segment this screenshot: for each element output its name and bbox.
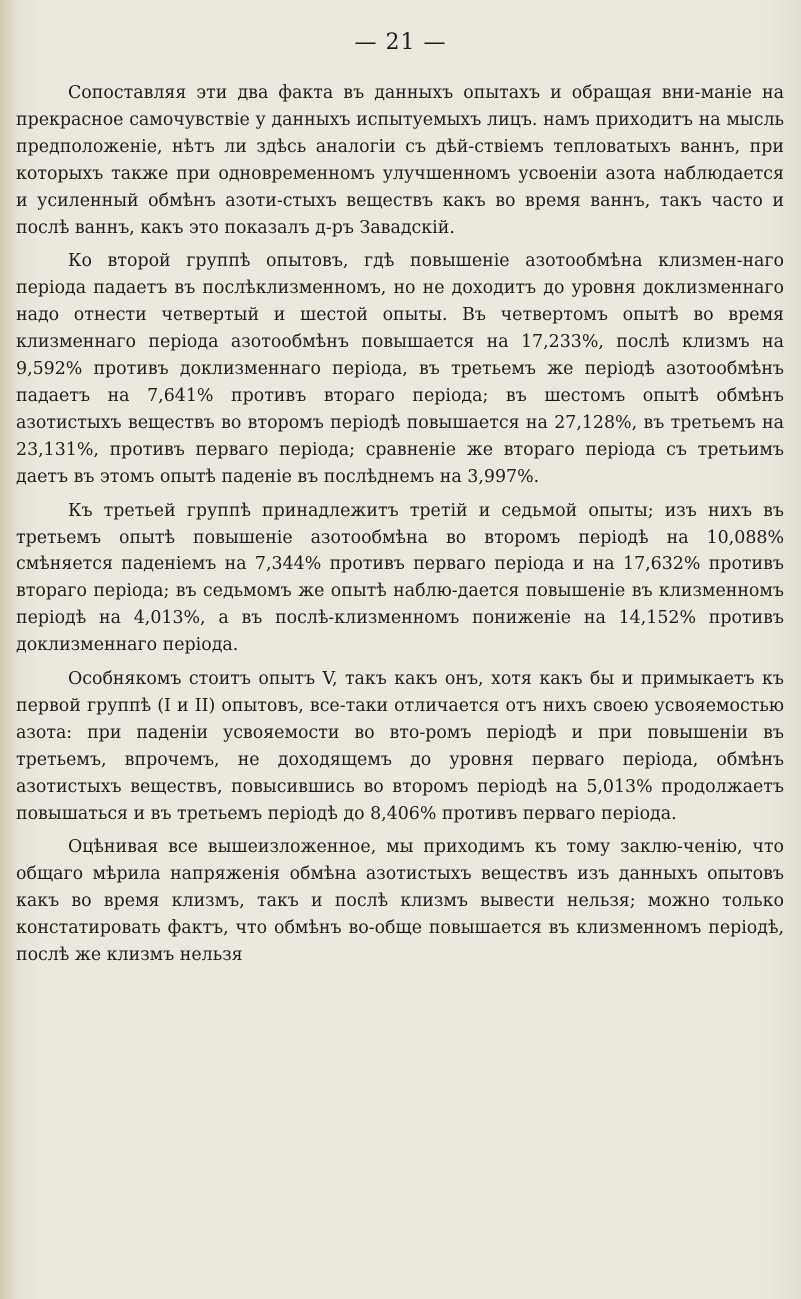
- binding-edge: [0, 0, 14, 1299]
- body-text: [16, 80, 784, 969]
- paragraph-1: Сопоставляя эти два факта въ данныхъ опытахъ и обращая вни-маніе на прекрасное самочувствіе у данныхъ испытуемыхъ лицъ. намъ приходитъ на мысль предположеніе, нѣтъ ли здѣсь аналогіи съ дѣй-ствіемъ тепловатыхъ ваннъ, при которыхъ также при одновременномъ улучшенномъ усвоеніи азота наблюдается и усиленный обмѣнъ азоти-стыхъ веществъ какъ во время ваннъ, такъ часто и послѣ ваннъ, какъ это показалъ д-ръ Завадскій.: [16, 83, 784, 238]
- paragraph-2: Ко второй группѣ опытовъ, гдѣ повышеніе азотообмѣна клизмен-наго періода падаетъ въ послѣклизменномъ, но не доходитъ до уровня доклизменнаго надо отнести четвертый и шестой опыты. Въ четвертомъ опытѣ во время клизменнаго періода азотообмѣнъ повышается на 17,233%, послѣ клизмъ на 9,592% противъ доклизменнаго періода, въ третьемъ же періодѣ азотообмѣнъ падаетъ на 7,641% противъ втораго періода; въ шестомъ опытѣ обмѣнъ азотистыхъ веществъ во второмъ періодѣ повышается на 27,128%, въ третьемъ на 23,131%, противъ перваго періода; сравненіе же втораго періода съ третьимъ даетъ въ этомъ опытѣ паденіе въ послѣднемъ на 3,997%.: [16, 251, 784, 487]
- paragraph-4: Особнякомъ стоитъ опытъ V, такъ какъ онъ, хотя какъ бы и примыкаетъ къ первой группѣ (I и II) опытовъ, все-таки отличается отъ нихъ своею усвояемостью азота: при паденіи усвояемости во вто-ромъ періодѣ и при повышеніи въ третьемъ, впрочемъ, не доходящемъ до уровня перваго періода, обмѣнъ азотистыхъ веществъ, повысившись во второмъ періодѣ на 5,013% продолжаетъ повышаться и въ третьемъ періодѣ до 8,406% противъ перваго періода.: [16, 669, 784, 824]
- paragraph-5: Оцѣнивая все вышеизложенное, мы приходимъ къ тому заклю-ченію, что общаго мѣрила напряженія обмѣна азотистыхъ веществъ изъ данныхъ опытовъ какъ во время клизмъ, такъ и послѣ клизмъ вывести нельзя; можно только констатировать фактъ, что обмѣнъ во-обще повышается въ клизменномъ періодѣ, послѣ же клизмъ нельзя: [16, 837, 784, 966]
- paragraph-3: Къ третьей группѣ принадлежитъ третій и седьмой опыты; изъ нихъ въ третьемъ опытѣ повышеніе азотообмѣна во второмъ періодѣ на 10,088% смѣняется паденіемъ на 7,344% противъ перваго періода и на 17,632% противъ втораго періода; въ седьмомъ же опытѣ наблю-дается повышеніе въ клизменномъ періодѣ на 4,013%, а въ послѣ-клизменномъ пониженіе на 14,152% противъ доклизменнаго періода.: [16, 500, 784, 656]
- page-number: — 21 —: [354, 30, 447, 55]
